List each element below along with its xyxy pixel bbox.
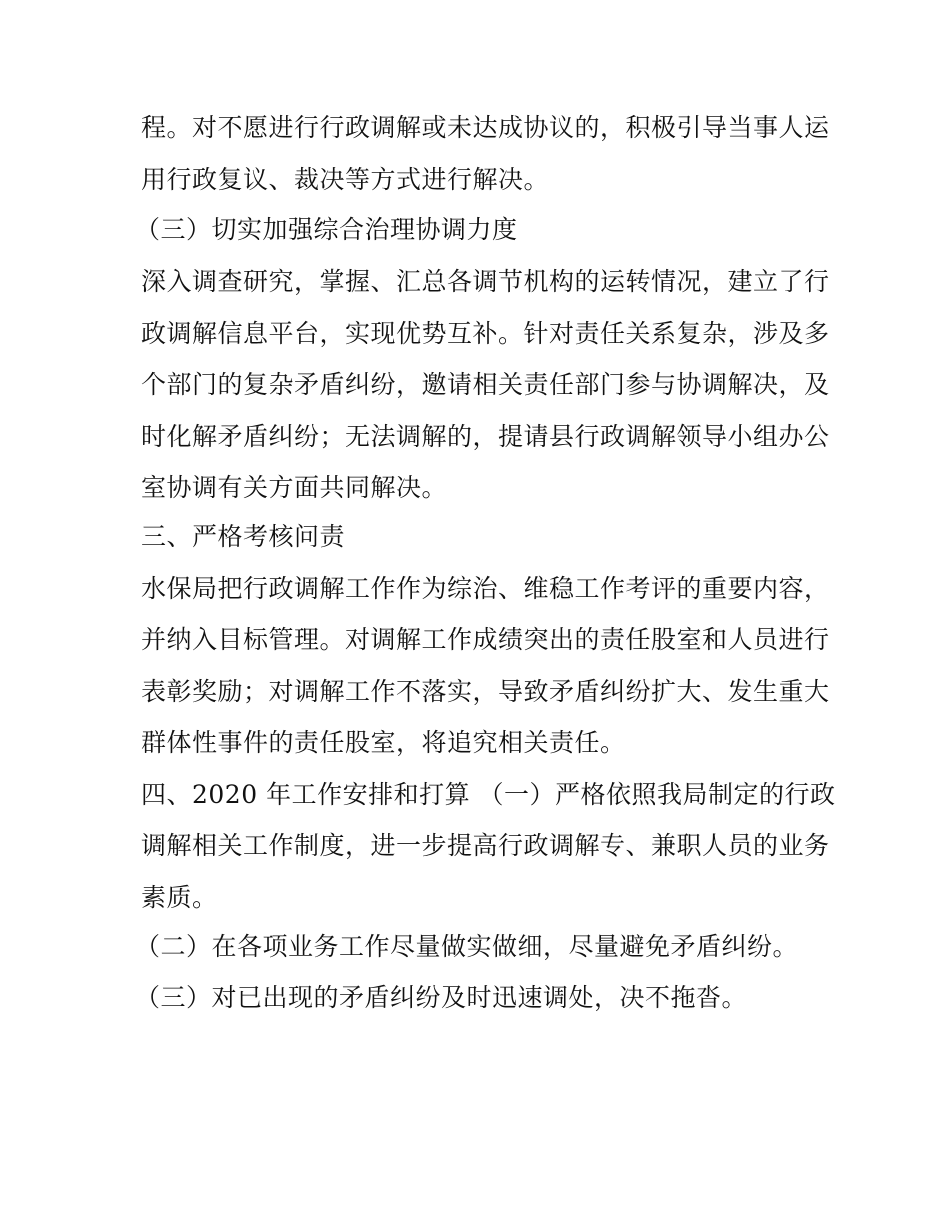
section-heading: 四、2020 年工作安排和打算 （一）严格依照我局制定的行政 bbox=[141, 780, 836, 809]
list-item: （二）在各项业务工作尽量做实做细，尽量避免矛盾纠纷。 bbox=[135, 932, 799, 961]
paragraph-line: 程。对不愿进行行政调解或未达成协议的，积极引导当事人运 bbox=[141, 113, 830, 142]
paragraph-line: 个部门的复杂矛盾纠纷，邀请相关责任部门参与协调解决，及 bbox=[141, 370, 830, 399]
paragraph-line: 政调解信息平台，实现优势互补。针对责任关系复杂，涉及多 bbox=[141, 319, 830, 348]
paragraph-line: 时化解矛盾纠纷；无法调解的，提请县行政调解领导小组办公 bbox=[141, 422, 830, 451]
section-heading: 三、严格考核问责 bbox=[141, 522, 346, 551]
paragraph-line: 用行政复议、裁决等方式进行解决。 bbox=[141, 165, 550, 194]
paragraph-line: 深入调查研究，掌握、汇总各调节机构的运转情况，建立了行 bbox=[141, 267, 830, 296]
paragraph-line: 水保局把行政调解工作作为综治、维稳工作考评的重要内容， bbox=[141, 574, 830, 603]
paragraph-line: 表彰奖励；对调解工作不落实，导致矛盾纠纷扩大、发生重大 bbox=[141, 677, 830, 706]
paragraph-line: 调解相关工作制度，进一步提高行政调解专、兼职人员的业务 bbox=[141, 831, 830, 860]
paragraph-line: 群体性事件的责任股室，将追究相关责任。 bbox=[141, 728, 626, 757]
paragraph-line: 素质。 bbox=[141, 883, 218, 912]
paragraph-line: 室协调有关方面共同解决。 bbox=[141, 473, 448, 502]
paragraph-line: 并纳入目标管理。对调解工作成绩突出的责任股室和人员进行 bbox=[141, 625, 830, 654]
list-item: （三）对已出现的矛盾纠纷及时迅速调处，决不拖沓。 bbox=[135, 983, 748, 1012]
section-heading: （三）切实加强综合治理协调力度 bbox=[135, 215, 518, 244]
